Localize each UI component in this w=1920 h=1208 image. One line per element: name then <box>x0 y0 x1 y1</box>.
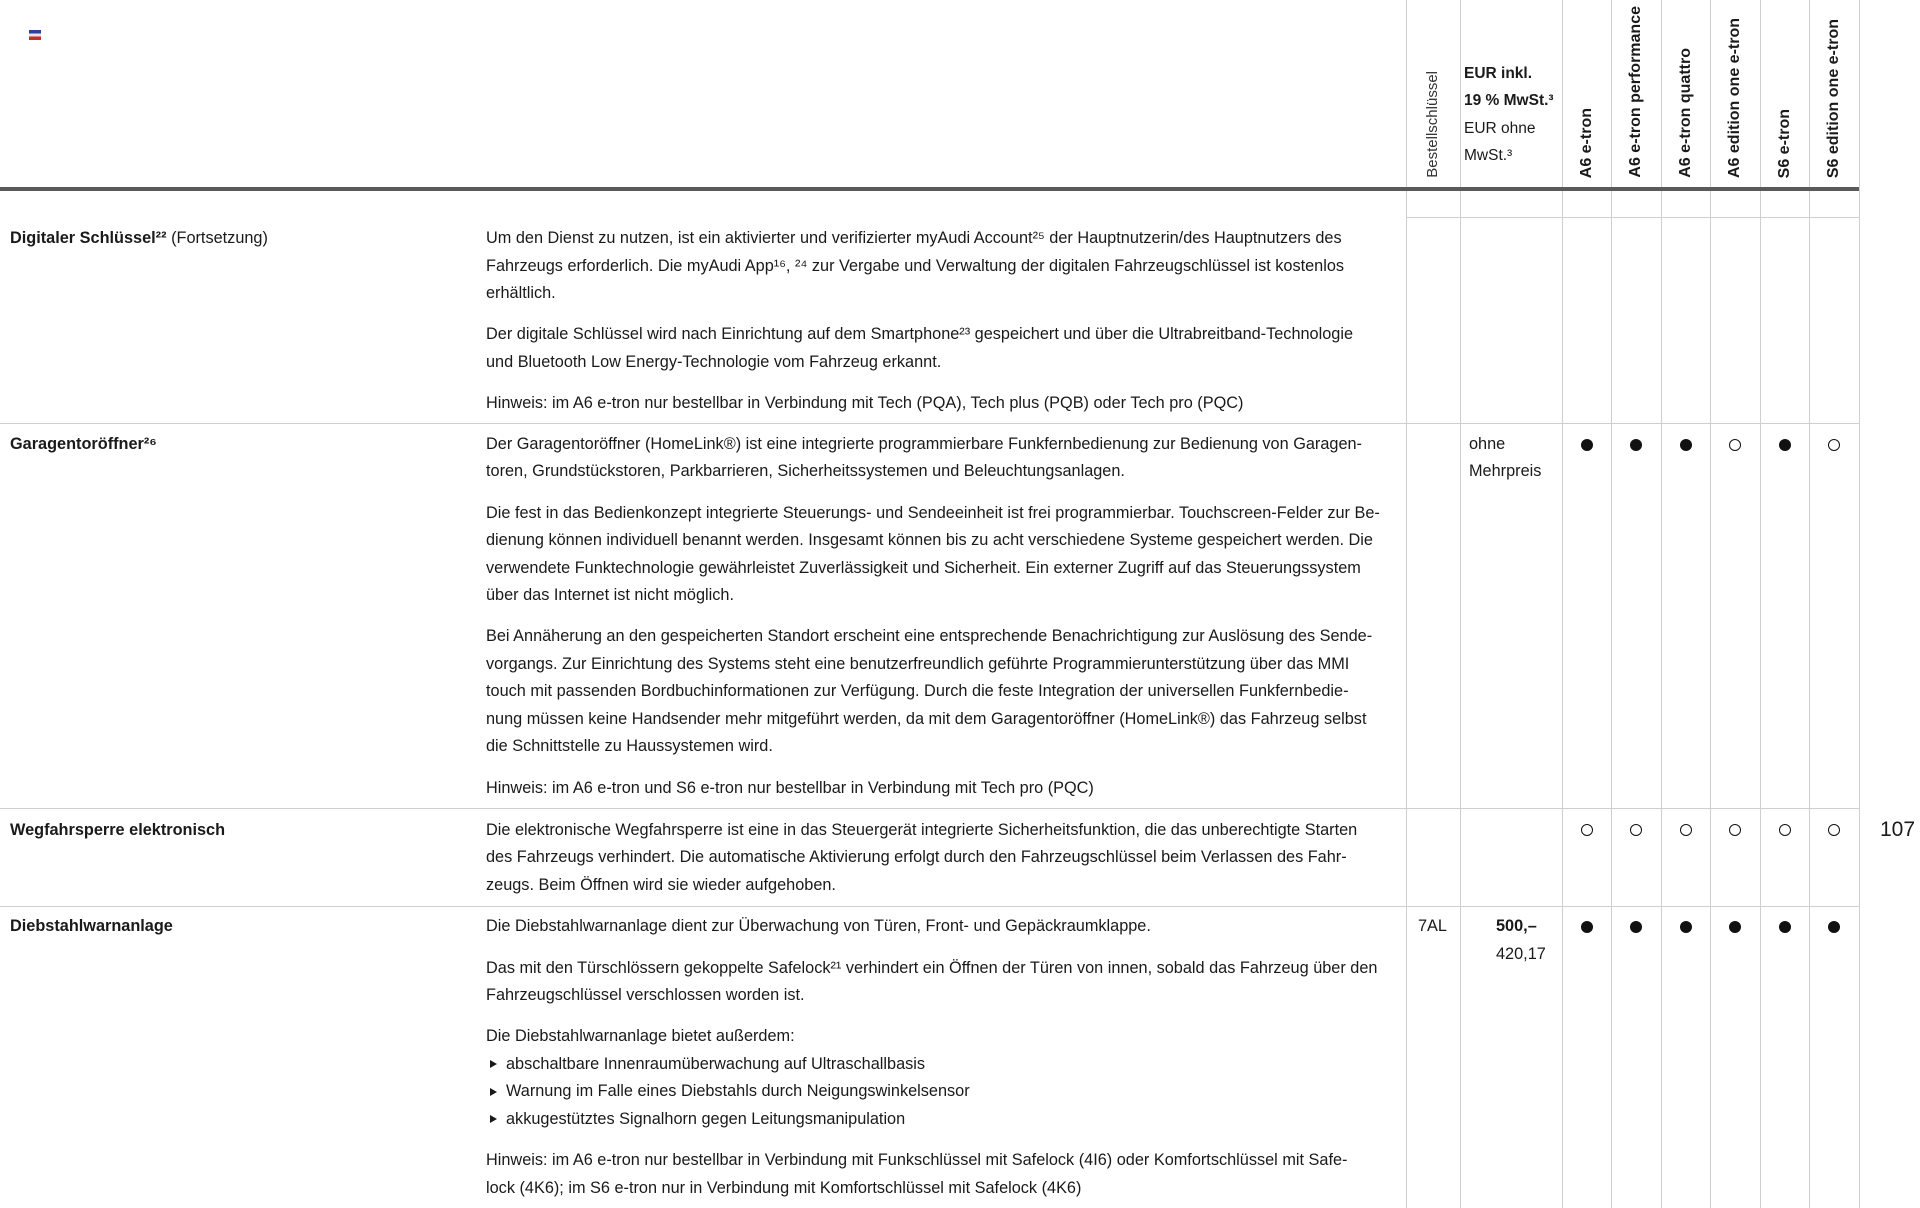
description-paragraph <box>486 321 1398 376</box>
column-header-label: Bestellschlüssel <box>1424 71 1441 178</box>
description-note <box>486 775 1398 803</box>
price-note-line: ohne <box>1469 434 1506 453</box>
description-paragraph <box>486 913 1398 941</box>
description-line: verwendete Funktechnologie gewährleistet Zuverlässigkeit und Sicherheit. Ein externer Zugriff auf das Steuerungssystem <box>486 558 1361 577</box>
model-name: S6 e-tron <box>1775 108 1793 178</box>
price-note-line: Mehrpreis <box>1469 462 1542 481</box>
description-line: Die Diebstahlwarnanlage bietet außerdem: <box>486 1027 795 1046</box>
bullet-item: Warnung im Falle eines Diebstahls durch Neigungswinkelsensor <box>486 1078 1398 1106</box>
price-net-header-line: EUR ohne <box>1464 119 1536 137</box>
description-line: Der digitale Schlüssel wird nach Einrichtung auf dem Smartphone²³ gespeichert und über die Ultrabreitband-Technologie <box>486 325 1354 344</box>
price-net: 420,17 <box>1496 944 1546 963</box>
empty-dot-icon <box>1581 824 1593 836</box>
feature-description <box>486 431 1398 802</box>
description-line: vorgangs. Zur Einrichtung des Systems steht eine benutzerfreundlich geführte Programmierunterstützung über das MMI <box>486 654 1350 673</box>
description-line: Die Diebstahlwarnanlage dient zur Überwachung von Türen, Front- und Gepäckraumklappe. <box>486 917 1151 936</box>
description-line: lock (4K6); im S6 e-tron nur in Verbindung mit Komfortschlüssel mit Safelock (4K6) <box>486 1178 1082 1197</box>
filled-dot-icon <box>1779 439 1791 451</box>
row-divider <box>0 808 1859 809</box>
filled-dot-icon <box>1581 921 1593 933</box>
feature-description <box>486 225 1398 418</box>
description-line: Hinweis: im A6 e-tron und S6 e-tron nur bestellbar in Verbindung mit Tech pro (PQC) <box>486 778 1094 797</box>
feature-name <box>10 817 225 845</box>
price-net-header-line: MwSt.³ <box>1464 146 1513 164</box>
description-line: des Fahrzeugs verhindert. Die automatische Aktivierung erfolgt durch den Fahrzeugschlüssel beim Verlassen des Fahr- <box>486 848 1347 866</box>
feature-description <box>486 913 1398 1202</box>
description-paragraph <box>486 623 1398 761</box>
feature-continuation-note: (Fortsetzung) <box>171 229 268 247</box>
description-line: Hinweis: im A6 e-tron nur bestellbar in Verbindung mit Funkschlüssel mit Safelock (4I6) oder Komfortschlüssel mit Safe- <box>486 1151 1348 1169</box>
description-line: Hinweis: im A6 e-tron nur bestellbar in Verbindung mit Tech (PQA), Tech plus (PQB) oder Tech pro (PQC) <box>486 394 1244 412</box>
description-line: erhältlich. <box>486 284 556 302</box>
column-header-s6-e-tron <box>1760 0 1810 187</box>
column-header-a6-edition-one-e-tron <box>1711 0 1761 187</box>
column-header-order-code <box>1406 0 1460 187</box>
filled-dot-icon <box>1779 921 1791 933</box>
column-divider <box>1859 0 1860 1208</box>
empty-dot-icon <box>1630 824 1642 836</box>
feature-name <box>10 913 173 941</box>
column-header-a6-e-tron-quattro <box>1661 0 1711 187</box>
description-paragraph <box>486 1023 1398 1133</box>
order-code: 7AL <box>1418 917 1447 936</box>
price-gross: 500,– <box>1496 917 1537 936</box>
price-gross-header-line: EUR inkl. <box>1464 65 1533 82</box>
filled-dot-icon <box>1680 439 1692 451</box>
empty-dot-icon <box>1828 439 1840 451</box>
filled-dot-icon <box>1630 921 1642 933</box>
model-name: A6 e-tron quattro <box>1676 48 1694 178</box>
description-line: touch mit passenden Bordbuchinformationen zur Verfügung. Durch die feste Integration der universellen Funkfernbedie- <box>486 682 1349 701</box>
description-paragraph <box>486 955 1398 1010</box>
description-note <box>486 1147 1398 1202</box>
empty-dot-icon <box>1729 824 1741 836</box>
feature-title: Wegfahrsperre elektronisch <box>10 820 226 839</box>
empty-dot-icon <box>1729 439 1741 451</box>
flag-icon <box>29 30 41 40</box>
empty-dot-icon <box>1680 824 1692 836</box>
model-name: A6 e-tron performance <box>1627 6 1645 178</box>
description-line: über das Internet ist nicht möglich. <box>486 586 734 604</box>
price <box>1496 913 1546 968</box>
description-line: und Bluetooth Low Energy-Technologie vom Fahrzeug erkannt. <box>486 352 942 371</box>
description-note <box>486 390 1398 418</box>
description-line: nung müssen keine Handsender mehr mitgeführt werden, da mit dem Garagentoröffner (HomeLink®) das Fahrzeug selbst <box>486 709 1367 728</box>
model-name: S6 edition one e-tron <box>1825 18 1843 178</box>
model-name: A6 edition one e-tron <box>1726 18 1744 178</box>
model-name: A6 e-tron <box>1577 107 1595 178</box>
column-header-s6-edition-one-e-tron <box>1810 0 1860 187</box>
feature-title: Diebstahlwarnanlage <box>10 917 173 936</box>
description-line: die Schnittstelle zu Haussystemen wird. <box>486 737 773 756</box>
empty-dot-icon <box>1828 824 1840 836</box>
description-line: Der Garagentoröffner (HomeLink®) ist eine integrierte programmierbare Funkfernbedienung zur Bedienung von Garagen- <box>486 434 1362 453</box>
description-line: Die elektronische Wegfahrsperre ist eine in das Steuergerät integrierte Sicherheitsfunktion, die das unberechtigte Starten <box>486 820 1358 839</box>
price-note <box>1469 431 1541 486</box>
empty-dot-icon <box>1779 824 1791 836</box>
description-paragraph <box>486 225 1398 308</box>
description-line: Das mit den Türschlössern gekoppelte Safelock²¹ verhindert ein Öffnen der Türen von innen, sobald das Fahrzeug über den <box>486 958 1378 977</box>
row-divider <box>0 906 1859 907</box>
description-line: Die fest in das Bedienkonzept integrierte Steuerungs- und Sendeeinheit ist frei programmierbar. Touchscreen-Felder zur Be- <box>486 503 1380 522</box>
filled-dot-icon <box>1680 921 1692 933</box>
filled-dot-icon <box>1581 439 1593 451</box>
feature-name <box>10 431 157 459</box>
description-line: toren, Grundstückstoren, Parkbarrieren, Sicherheitssystemen und Beleuchtungsanlagen. <box>486 462 1125 481</box>
row-divider <box>0 423 1859 424</box>
table-top-divider <box>1406 217 1859 218</box>
bullet-item: abschaltbare Innenraumüberwachung auf Ultraschallbasis <box>486 1051 1398 1079</box>
description-line: Fahrzeugs erforderlich. Die myAudi App¹⁶, ²⁴ zur Vergabe und Verwaltung der digitalen Fahrzeugschlüssel ist kostenlos <box>486 256 1345 275</box>
header-rule <box>0 187 1859 191</box>
feature-name <box>10 225 268 253</box>
column-header-a6-e-tron <box>1562 0 1612 187</box>
filled-dot-icon <box>1630 439 1642 451</box>
bullet-item: akkugestütztes Signalhorn gegen Leitungsmanipulation <box>486 1106 1398 1134</box>
description-line: dienung können individuell benannt werden. Insgesamt können bis zu acht verschiedene Systeme gespeichert werden. Die <box>486 531 1373 549</box>
page-number: 107 <box>1880 818 1916 841</box>
price-gross-header-line: 19 % MwSt.³ <box>1464 92 1554 110</box>
description-line: Um den Dienst zu nutzen, ist ein aktivierter und verifizierter myAudi Account²⁵ der Hauptnutzerin/des Hauptnutzers des <box>486 229 1342 247</box>
feature-title: Digitaler Schlüssel²² <box>10 229 167 247</box>
description-paragraph <box>486 431 1398 486</box>
column-header-price <box>1464 60 1554 169</box>
description-paragraph <box>486 817 1398 900</box>
description-line: Fahrzeugschlüssel verschlossen worden ist. <box>486 986 805 1004</box>
description-line: zeugs. Beim Öffnen wird sie wieder aufgehoben. <box>486 875 836 894</box>
description-line: Bei Annäherung an den gespeicherten Standort erscheint eine entsprechende Benachrichtigung zur Auslösung des Sende- <box>486 627 1373 646</box>
filled-dot-icon <box>1729 921 1741 933</box>
column-header-a6-e-tron-performance <box>1612 0 1662 187</box>
feature-title: Garagentoröffner²⁶ <box>10 434 157 453</box>
feature-description <box>486 817 1398 900</box>
description-paragraph <box>486 500 1398 610</box>
column-divider <box>1460 0 1461 1208</box>
filled-dot-icon <box>1828 921 1840 933</box>
